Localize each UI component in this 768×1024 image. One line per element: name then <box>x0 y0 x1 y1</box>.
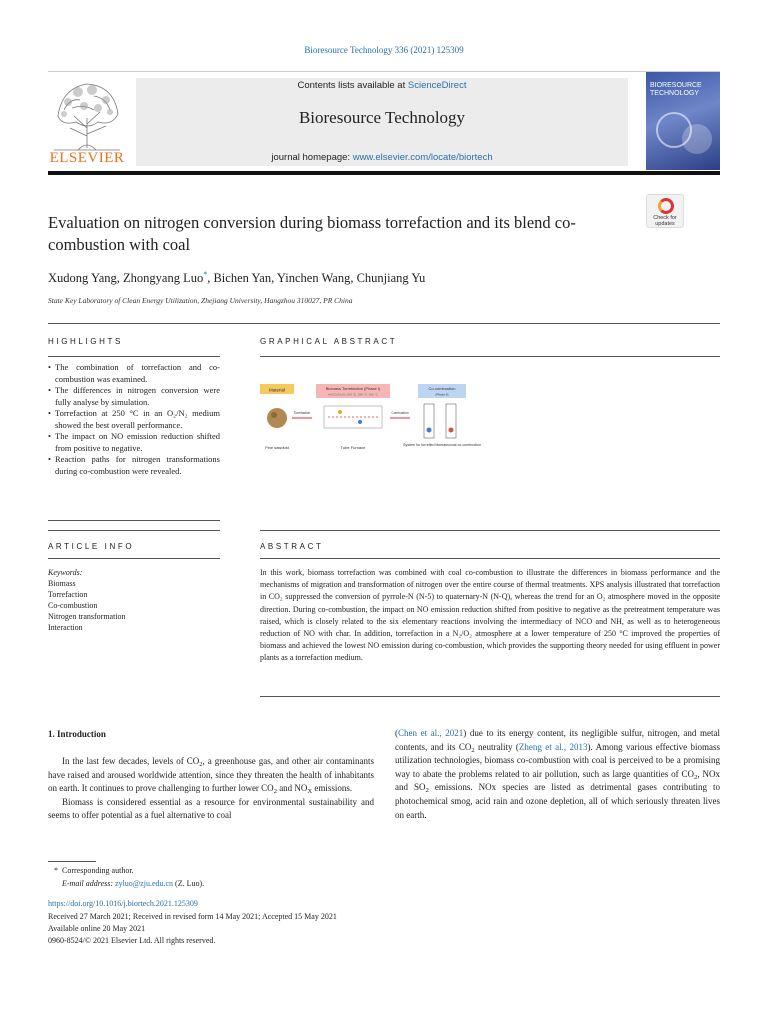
keyword-item: Co-combustion <box>48 601 98 610</box>
email-footnote <box>62 879 204 888</box>
citation-link[interactable]: Chen et al., 2021 <box>398 728 464 738</box>
journal-cover-thumbnail[interactable] <box>646 72 720 170</box>
article-info-heading: ARTICLE INFO <box>48 542 135 551</box>
section-rule <box>260 696 720 697</box>
apparatus-component <box>449 428 454 433</box>
abstract-text: In this work, biomass torrefaction was combined with coal co-combustion to illustrate the differences in biomass performance and the mechanisms of migration and transformation of nitrogen over the entire course of thermal treatments. XPS analysis illustrated that torrefaction in CO₂ suppressed the conversion of pyrrole-N (N-5) to quaternary-N (N-Q), whereas the trend for an O₂ atmosphere moved in the opposite direction. During co-combustion, the impact on NO emission reduction shifted from positive to negative as the pretreatment temperature was raised, which is closely related to the six elementary reactions involving the intermediacy of NCO and NH, as well as to heterogeneous reduction of NO with char. In addition, torrefaction in a N₂/O₂ atmosphere at a lower temperature of 250 °C improved the properties of biomass and achieved the lowest NO emission during co-combustion, which provides the supporting theory needed for using effluent in power plants as a torrefaction medium. <box>260 568 720 663</box>
furnace-component <box>338 410 342 414</box>
highlights-heading: HIGHLIGHTS <box>48 337 123 346</box>
keyword-item: Biomass <box>48 579 76 588</box>
corresponding-author-marker[interactable]: * <box>203 270 208 279</box>
author-name[interactable]: Bichen Yan <box>213 271 272 286</box>
body-text: ) due to its energy content, its negligible sulfur, nitrogen, and metal contents, and its CO <box>395 728 720 752</box>
sawdust-texture <box>271 412 277 418</box>
author-name[interactable]: Chunjiang Yu <box>356 271 426 286</box>
phase1-sublabel: Ar/CO₂/N₂/O₂ 200 °C, 250 °C, 300 °C <box>328 392 378 397</box>
body-text: emissions. <box>312 783 353 794</box>
contents-prefix: Contents lists available at <box>297 80 408 91</box>
phase1-label: Biomass Torrefaction (Phase I) <box>325 386 381 391</box>
material-label: Material <box>268 387 286 393</box>
author-affiliation: State Key Laboratory of Clean Energy Utilization, Zhejiang University, Hangzhou 310027, PR China <box>48 296 353 305</box>
section-rule <box>48 520 220 521</box>
body-paragraph <box>48 755 374 796</box>
journal-homepage-line <box>136 152 628 163</box>
body-text: ). Among various effective biomass utilization technologies, biomass co-combustion with coal is perceived to be a promising way to abate the problems related to air pollution, such as large quantities of CO <box>395 741 720 779</box>
body-paragraph: (Chen et al., 2021) due to its energy content, its negligible sulfur, nitrogen, and metal contents, and its $CO_2$ neutrality (Zheng et al., 2013). Among various effective biomass utilization technologies, biomass co-combustion with coal is perceived to be a promising way to abate the problems related to air pollution, such as large quantities of $CO_2$, NOx and $SO_2$ emissions. NOx species are listed as detrimental gases contributing to photochemical smog, acid rain and ozone depletion, all of which seriously threaten lives on earth. <box>395 728 721 820</box>
combustion-arrow-label: Combustion <box>391 411 409 415</box>
subscript: 2 <box>425 787 429 795</box>
contents-available-line <box>136 80 628 91</box>
body-text: , NOx and SO <box>395 768 720 793</box>
cover-decoration <box>682 124 712 154</box>
journal-citation-link[interactable]: Bioresource Technology 336 (2021) 125309 <box>304 45 464 55</box>
keyword-item: Interaction <box>48 623 83 632</box>
journal-name: Bioresource Technology <box>298 108 466 127</box>
subscript: 2 <box>694 773 698 781</box>
section-rule <box>260 558 720 559</box>
body-text: emissions. NOx species are listed as detrimental gases contributing to photochemical smog, acid rain and ozone depletion, all of which seriously threaten lives on earth. <box>395 782 721 820</box>
highlight-item: • The differences in nitrogen conversion were fully analyse by simulation. <box>48 385 220 408</box>
journal-homepage-link[interactable]: www.elsevier.com/locate/biortech <box>352 152 493 163</box>
pine-sawdust-label: Pine sawdust <box>265 445 289 450</box>
apparatus-component <box>427 428 432 433</box>
graphical-abstract-figure[interactable] <box>260 380 490 460</box>
torrefaction-arrow-label: Torrefaction <box>293 411 311 415</box>
section-rule <box>48 558 220 559</box>
copyright-notice: 0960-8524/© 2021 Elsevier Ltd. All rights reserved. <box>48 936 216 945</box>
article-title: Evaluation on nitrogen conversion during biomass torrefaction and its blend co-combustion with coal <box>48 213 576 254</box>
author-name[interactable]: Zhongyang Luo <box>123 271 204 286</box>
body-column-right <box>395 727 720 822</box>
highlights-list <box>48 362 220 477</box>
section-rule <box>48 356 220 357</box>
phase2-label: Co-combustion <box>428 386 456 391</box>
footnote-text: Corresponding author. <box>62 866 134 875</box>
check-updates-icon <box>658 198 674 214</box>
corresponding-author-footnote <box>54 866 134 875</box>
doi-link[interactable]: https://doi.org/10.1016/j.biortech.2021.125309 <box>48 899 198 908</box>
email-tail: (Z. Luo). <box>175 879 205 888</box>
footnote-marker: * <box>54 866 58 875</box>
header-top-rule <box>48 71 720 72</box>
body-text: In the last few decades, levels of CO <box>62 756 200 766</box>
body-column-left <box>48 755 374 823</box>
available-online-date: Available online 20 May 2021 <box>48 924 146 933</box>
sciencedirect-link[interactable]: ScienceDirect <box>407 80 467 91</box>
highlight-item: • Reaction paths for nitrogen transformations during co-combustion were revealed. <box>48 454 220 477</box>
citation-link[interactable]: Zheng et al., 2013 <box>518 741 588 752</box>
body-paragraph: Biomass is considered essential as a resource for environmental sustainability and seems to offer potential as a fuel alternative to coal <box>48 796 374 821</box>
email-link[interactable]: zyluo@zju.edu.cn <box>115 879 174 888</box>
subscript: 2 <box>199 761 203 768</box>
phase2-sublabel: (Phase II) <box>435 392 449 397</box>
co-combustion-apparatus <box>446 404 456 438</box>
graphical-abstract-heading: GRAPHICAL ABSTRACT <box>260 337 398 346</box>
author-name[interactable]: Xudong Yang <box>48 271 117 286</box>
body-text: and NO <box>276 783 308 794</box>
cover-title: BIORESOURCE TECHNOLOGY <box>650 82 702 97</box>
co-combustion-apparatus <box>424 404 434 438</box>
header-thick-rule <box>48 171 720 175</box>
author-list: Xudong Yang, Zhongyang Luo*, Bichen Yan, Yinchen Wang, Chunjiang Yu <box>48 270 426 286</box>
elsevier-wordmark: ELSEVIER <box>49 150 125 166</box>
abstract-heading: ABSTRACT <box>260 542 324 551</box>
highlight-item: • Torrefaction at 250 °C in an O₂/N₂ medium showed the best overall performance. <box>48 408 220 431</box>
tube-furnace-label: Tube Furnace <box>340 445 366 450</box>
author-name[interactable]: Yinchen Wang <box>276 271 351 286</box>
highlight-item: • The impact on NO emission reduction shifted from positive to negative. <box>48 431 220 454</box>
keywords-label: Keywords: <box>48 568 83 577</box>
section-rule <box>48 530 220 531</box>
section-rule <box>260 356 720 357</box>
subscript: X <box>307 788 313 796</box>
footnote-rule <box>48 861 96 862</box>
furnace-component <box>358 420 362 424</box>
highlight-item: • The combination of torrefaction and co-combustion was examined. <box>48 362 220 385</box>
subscript: 2 <box>471 746 475 754</box>
body-text: , a greenhouse gas, and other air contaminants have raised and aroused worldwide attention, since they threaten the health of inhabitants on earth. It continues to prove challenging to further lower CO <box>48 756 374 794</box>
check-for-updates-badge[interactable] <box>646 194 684 228</box>
homepage-prefix: journal homepage: <box>271 152 353 163</box>
section-rule <box>48 323 720 324</box>
keywords-block <box>48 567 228 633</box>
keyword-item: Nitrogen transformation <box>48 612 126 621</box>
co-combustion-system-label: System for torrefied biomass/coal co-combustion <box>403 443 481 447</box>
email-label: E-mail address: <box>62 879 114 888</box>
pine-sawdust-image <box>267 408 287 428</box>
received-dates: Received 27 March 2021; Received in revised form 14 May 2021; Accepted 15 May 2021 <box>48 912 337 921</box>
subscript: 2 <box>273 788 277 796</box>
section-rule <box>260 530 720 531</box>
body-text: neutrality ( <box>474 741 519 752</box>
introduction-heading: 1. Introduction <box>48 729 106 739</box>
keyword-item: Torrefaction <box>48 590 88 599</box>
check-updates-label: Check for updates <box>653 215 677 227</box>
